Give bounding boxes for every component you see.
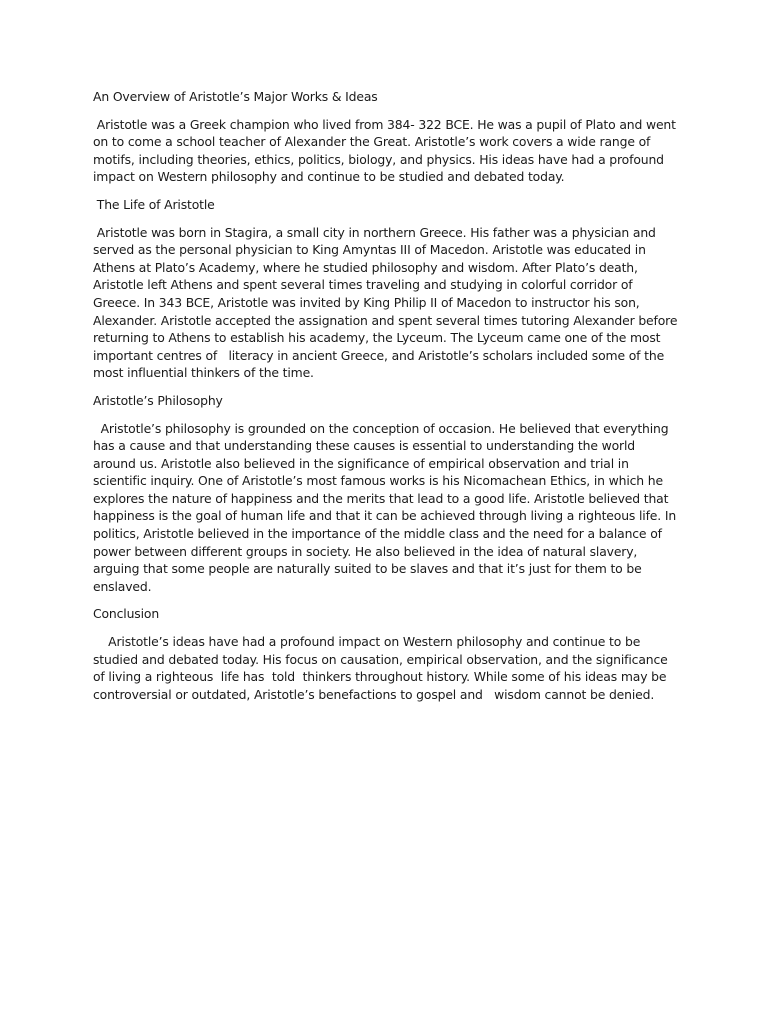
section-heading-life: The Life of Aristotle: [93, 196, 215, 212]
section-heading-philosophy: Aristotle’s Philosophy: [93, 392, 223, 408]
section-heading-conclusion: Conclusion: [93, 606, 160, 622]
section-body-life: Aristotle was born in Stagira, a small city in northern Greece. His father was a physician and served as the personal physician to King Amyntas III of Macedon. Aristotle was educated in Athens at Plato’s Academy, where he studied philosophy and wisdom. After Plato’s death, Aristotle left Athens and spent several times traveling and studying in colorful corridor of Greece. In 343 BCE, Aristotle was invited by King Philip II of Macedon to instructor his son, Alexander. Aristotle accepted the assignation and spent several times tutoring Alexander before returning to Athens to establish his academy, the Lyceum. The Lyceum came one of the most important centres of literacy in ancient Greece, and Aristotle’s scholars included some of the most influential thinkers of the time.: [93, 224, 682, 381]
section-body-philosophy: Aristotle’s philosophy is grounded on the conception of occasion. He believed that everything has a cause and that understanding these causes is essential to understanding the world around us. Aristotle also believed in the significance of empirical observation and trial in scientific inquiry. One of Aristotle’s most famous works is his Nicomachean Ethics, in which he explores the nature of happiness and the merits that lead to a good life. Aristotle believed that happiness is the goal of human life and that it can be achieved through living a righteous life. In politics, Aristotle believed in the importance of the middle class and the need for a balance of power between different groups in society. He also believed in the idea of natural slavery, arguing that some people are naturally suited to be slaves and that it’s just for them to be enslaved.: [93, 420, 680, 594]
intro-paragraph: Aristotle was a Greek champion who lived from 384- 322 BCE. He was a pupil of Plato and went on to come a school teacher of Alexander the Great. Aristotle’s work covers a wide range of motifs, including theories, ethics, politics, biology, and physics. His ideas have had a profound impact on Western philosophy and continue to be studied and debated today.: [93, 116, 680, 185]
document-body: [93, 88, 682, 713]
section-body-conclusion: Aristotle’s ideas have had a profound impact on Western philosophy and continue to be studied and debated today. His focus on causation, empirical observation, and the significance of living a righteous life has told thinkers throughout history. While some of his ideas may be controversial or outdated, Aristotle’s benefactions to gospel and wisdom cannot be denied.: [93, 634, 672, 702]
document-title: An Overview of Aristotle’s Major Works & Ideas: [93, 89, 378, 104]
